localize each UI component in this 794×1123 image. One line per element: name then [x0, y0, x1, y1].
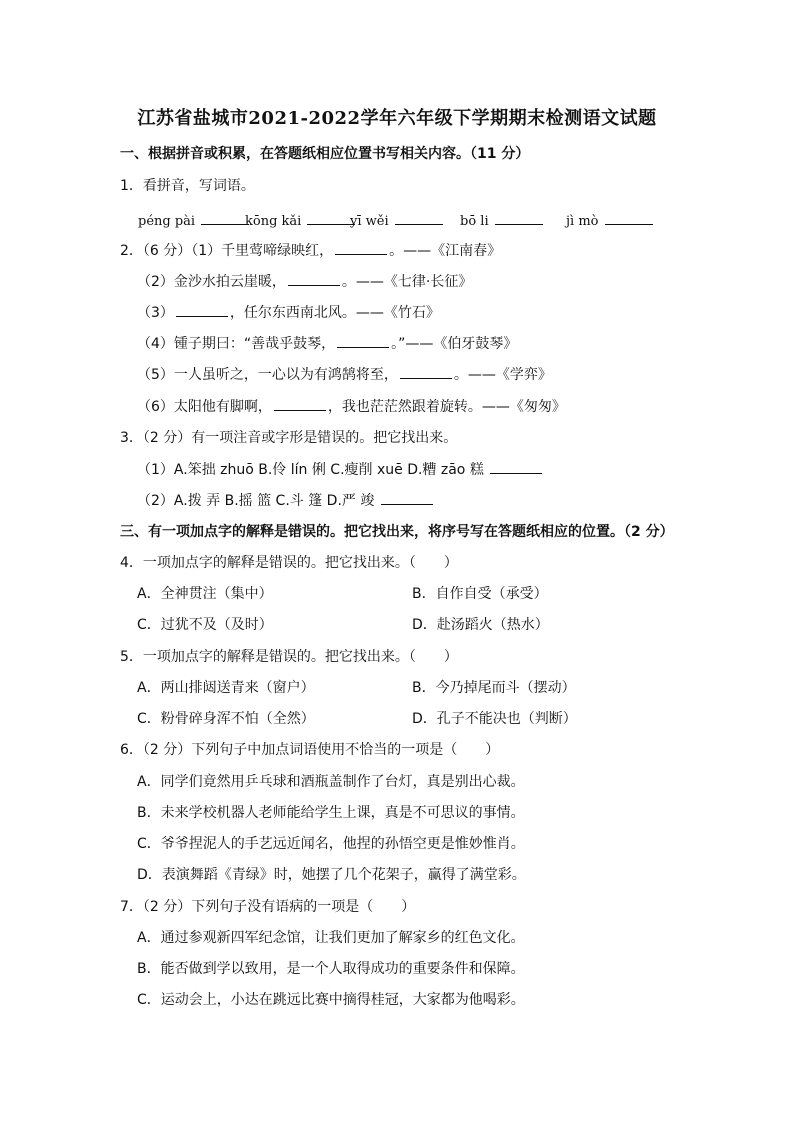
pinyin-item-1: péng pài — [138, 210, 251, 229]
answer-blank[interactable] — [176, 302, 228, 317]
question-4-stem: 4．一项加点字的解释是错误的。把它找出来。（ ） — [120, 555, 458, 571]
pinyin-item-5: jì mò — [566, 210, 655, 229]
question-3-stem: 3．（2 分）有一项注音或字形是错误的。把它找出来。 — [120, 430, 458, 446]
pinyin-item-4: bō li — [460, 210, 545, 229]
section-heading-3: 三、有一项加点字的解释是错误的。把它找出来，将序号写在答题纸相应的位置。（2 分） — [120, 524, 674, 540]
answer-blank[interactable] — [490, 459, 542, 474]
question-6-option-b[interactable]: B．未来学校机器人老师能给学生上课，真是不可思议的事情。 — [137, 805, 525, 821]
question-4-option-c[interactable]: C．过犹不及（及时） — [137, 617, 273, 633]
question-3-line-1: （1）A.笨拙 zhuō B.伶 lín 俐 C.瘦削 xuē D.糟 zāo 糕 — [137, 459, 544, 480]
answer-blank[interactable] — [335, 240, 387, 255]
question-2-line-3: （3） ，任尔东西南北风。——《竹石》 — [137, 302, 440, 323]
question-5-option-b[interactable]: B．今乃掉尾而斗（摆动） — [412, 680, 576, 696]
section-heading-1: 一、根据拼音或积累，在答题纸相应位置书写相关内容。（11 分） — [120, 146, 530, 162]
question-6-option-d[interactable]: D．表演舞蹈《青绿》时，她摆了几个花架子，赢得了满堂彩。 — [137, 867, 526, 883]
answer-blank[interactable] — [395, 210, 443, 225]
question-5-option-c[interactable]: C．粉骨碎身浑不怕（全然） — [137, 711, 315, 727]
question-6-stem: 6．（2 分）下列句子中加点词语使用不恰当的一项是（ ） — [120, 742, 500, 758]
question-5-option-a[interactable]: A．两山排闼送青来（窗户） — [137, 680, 315, 696]
question-4-option-b[interactable]: B．自作自受（承受） — [412, 586, 548, 602]
question-2-stem: 2．（6 分）（1）千里莺啼绿映红， 。——《江南春》 — [120, 240, 501, 261]
question-7-option-b[interactable]: B．能否做到学以致用，是一个人取得成功的重要条件和保障。 — [137, 961, 525, 977]
pinyin-item-2: kōng kǎi — [245, 210, 357, 229]
answer-blank[interactable] — [307, 210, 355, 225]
question-6-option-a[interactable]: A．同学们竟然用乒乓球和酒瓶盖制作了台灯，真是别出心裁。 — [137, 774, 525, 790]
pinyin-item-3: yī wěi — [350, 210, 445, 229]
page-title: 江苏省盐城市2021-2022学年六年级下学期期末检测语文试题 — [137, 108, 657, 129]
answer-blank[interactable] — [288, 271, 340, 286]
question-5-option-d[interactable]: D．孔子不能决也（判断） — [412, 711, 577, 727]
question-2-line-6: （6）太阳他有脚啊， ，我也茫茫然跟着旋转。——《匆匆》 — [137, 396, 566, 417]
question-3-line-2: （2）A.拨 弄 B.摇 篮 C.斗 篷 D.严 竣 — [137, 490, 435, 511]
question-7-option-a[interactable]: A．通过参观新四军纪念馆，让我们更加了解家乡的红色文化。 — [137, 930, 525, 946]
question-4-option-d[interactable]: D．赴汤蹈火（热水） — [412, 617, 549, 633]
question-1-stem: 1．看拼音，写词语。 — [120, 178, 255, 194]
question-7-stem: 7．（2 分）下列句子没有语病的一项是（ ） — [120, 899, 416, 915]
question-6-option-c[interactable]: C．爷爷捏泥人的手艺远近闻名，他捏的孙悟空更是惟妙惟肖。 — [137, 836, 525, 852]
answer-blank[interactable] — [201, 210, 249, 225]
question-7-option-c[interactable]: C．运动会上，小达在跳远比赛中摘得桂冠，大家都为他喝彩。 — [137, 992, 525, 1008]
question-4-option-a[interactable]: A．全神贯注（集中） — [137, 586, 273, 602]
answer-blank[interactable] — [400, 364, 452, 379]
answer-blank[interactable] — [337, 333, 389, 348]
question-5-stem: 5．一项加点字的解释是错误的。把它找出来。（ ） — [120, 649, 458, 665]
answer-blank[interactable] — [274, 396, 326, 411]
question-2-line-5: （5）一人虽听之，一心以为有鸿鹄将至， 。——《学弈》 — [137, 364, 552, 385]
answer-blank[interactable] — [495, 210, 543, 225]
answer-blank[interactable] — [605, 210, 653, 225]
answer-blank[interactable] — [381, 490, 433, 505]
question-2-line-2: （2）金沙水拍云崖暖， 。——《七律·长征》 — [137, 271, 472, 292]
question-2-line-4: （4）锺子期曰：“善哉乎鼓琴， 。”——《伯牙鼓琴》 — [137, 333, 517, 354]
